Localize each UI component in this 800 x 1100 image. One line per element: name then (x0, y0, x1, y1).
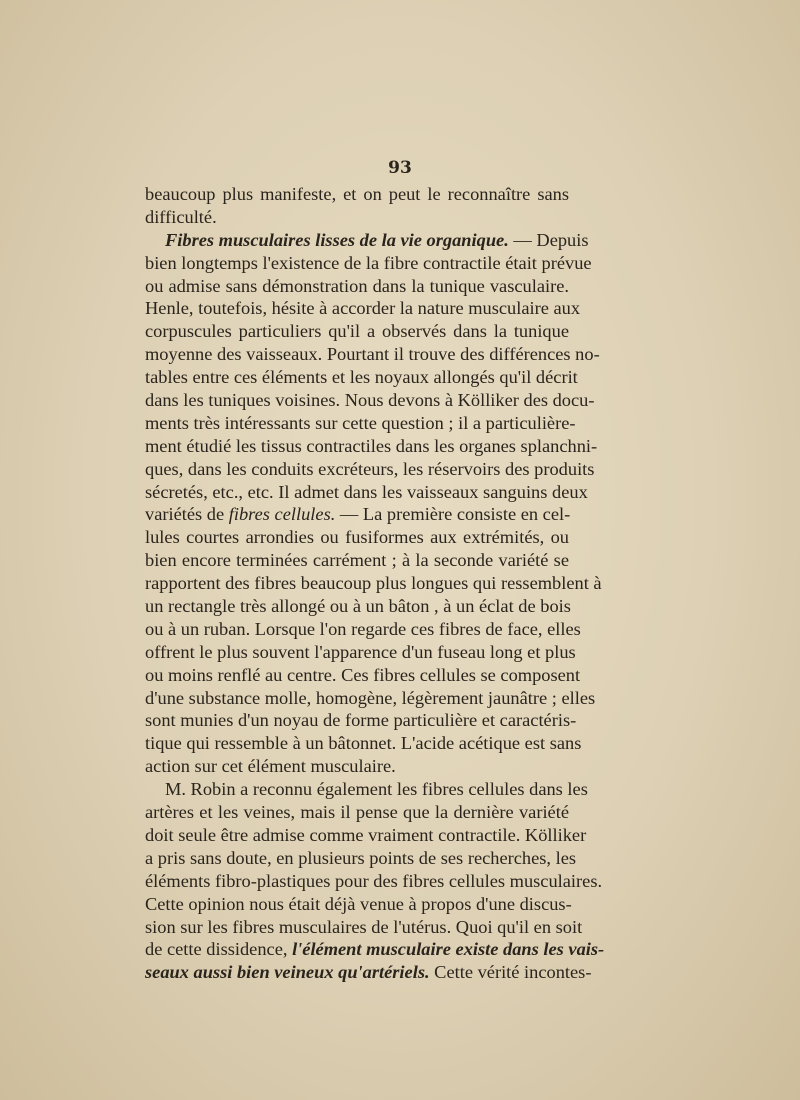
emphasized-text: l'élément musculaire existe dans les vais- (292, 939, 605, 960)
text-line (145, 435, 598, 458)
text-segment: ou à un ruban. Lorsque l'on regarde ces fibres de face, elles (145, 618, 581, 639)
text-line (145, 183, 569, 206)
text-segment: offrent le plus souvent l'apparence d'un fuseau long et plus (145, 641, 576, 662)
text-line (145, 916, 583, 939)
text-line (145, 366, 578, 389)
text-segment: ment étudié les tissus contractiles dans les organes splanchni- (145, 435, 598, 456)
text-segment: ou moins renflé au centre. Ces fibres cellules se composent (145, 664, 581, 685)
text-segment: sion sur les fibres musculaires de l'utérus. Quoi qu'il en soit (145, 916, 583, 937)
text-line (145, 595, 569, 618)
text-segment: artères et les veines, mais il pense que la dernière variété (145, 802, 569, 823)
text-segment: Cette vérité incontes- (429, 962, 592, 983)
text-segment: Cette opinion nous était déjà venue à propos d'une discus- (145, 893, 572, 914)
text-line (145, 618, 581, 641)
text-segment: sont munies d'un noyau de forme particulière et caractéris- (145, 710, 577, 731)
emphasized-text: fibres cellules. (228, 504, 336, 525)
text-segment: — La première consiste en cel- (335, 504, 571, 525)
text-line (145, 320, 569, 343)
text-segment: rapportent des fibres beaucoup plus longues qui ressemblent à (145, 573, 602, 594)
text-segment: — Depuis (508, 229, 589, 250)
text-segment: corpuscules particuliers qu'il a observés dans la tunique (145, 321, 569, 342)
text-line (145, 732, 582, 755)
text-segment: difficulté. (145, 206, 217, 227)
text-segment: moyenne des vaisseaux. Pourtant il trouve des différences no- (145, 344, 600, 365)
text-segment: tique qui ressemble à un bâtonnet. L'acide acétique est sans (145, 733, 582, 754)
text-segment: doit seule être admise comme vraiment contractile. Kölliker (145, 824, 587, 845)
text-line (145, 847, 577, 870)
page-number: 93 (388, 158, 412, 178)
text-segment: lules courtes arrondies ou fusiformes aux extrémités, ou (145, 527, 569, 548)
text-segment: bien longtemps l'existence de la fibre contractile était prévue (145, 252, 592, 273)
text-segment: variétés de (145, 504, 229, 525)
text-line (145, 778, 588, 801)
text-line (145, 755, 569, 778)
text-line (145, 641, 576, 664)
text-line (145, 801, 569, 824)
text-line (145, 206, 569, 229)
text-segment: ques, dans les conduits excréteurs, les réservoirs des produits (145, 458, 595, 479)
text-segment: tables entre ces éléments et les noyaux allongés qu'il décrit (145, 367, 578, 388)
text-line (145, 526, 569, 549)
text-segment: d'une substance molle, homogène, légèrement jaunâtre ; elles (145, 687, 596, 708)
text-segment: bien encore terminées carrément ; à la seconde variété se (145, 550, 569, 571)
text-segment: sécretés, etc., etc. Il admet dans les vaisseaux sanguins deux (145, 481, 588, 502)
text-segment: beaucoup plus manifeste, et on peut le reconnaître sans (145, 184, 569, 204)
text-segment: un rectangle très allongé ou à un bâton , à un éclat de bois (145, 596, 571, 617)
text-line (145, 709, 577, 732)
emphasized-text: seaux aussi bien veineux qu'artériels. (145, 962, 430, 983)
text-line (145, 549, 569, 572)
text-line (145, 870, 603, 893)
text-line (145, 252, 592, 275)
text-segment: action sur cet élément musculaire. (145, 756, 396, 777)
text-line (145, 961, 592, 984)
text-line (145, 572, 602, 595)
emphasized-text: Fibres musculaires lisses de la vie organique. (165, 229, 509, 250)
text-line (145, 297, 581, 320)
text-line (145, 458, 595, 481)
body-text (145, 183, 605, 984)
text-line (145, 389, 595, 412)
text-segment: dans les tuniques voisines. Nous devons à Kölliker des docu- (145, 390, 595, 411)
text-line (145, 687, 596, 710)
text-line (145, 503, 569, 526)
text-line (145, 664, 581, 687)
text-line (145, 412, 576, 435)
text-segment: de cette dissidence, (145, 939, 293, 960)
text-line (145, 229, 589, 252)
text-segment: ments très intéressants sur cette question ; il a particulière- (145, 412, 576, 433)
text-line (145, 481, 588, 504)
text-line (145, 893, 572, 916)
text-segment: ou admise sans démonstration dans la tunique vasculaire. (145, 275, 569, 296)
text-segment: éléments fibro-plastiques pour des fibres cellules musculaires. (145, 870, 603, 891)
text-line (145, 343, 600, 366)
text-segment: a pris sans doute, en plusieurs points de ses recherches, les (145, 847, 577, 868)
text-segment: M. Robin a reconnu également les fibres cellules dans les (165, 779, 588, 800)
text-line (145, 275, 569, 298)
text-line (145, 938, 605, 961)
text-segment: Henle, toutefois, hésite à accorder la nature musculaire aux (145, 298, 581, 319)
text-line (145, 824, 587, 847)
